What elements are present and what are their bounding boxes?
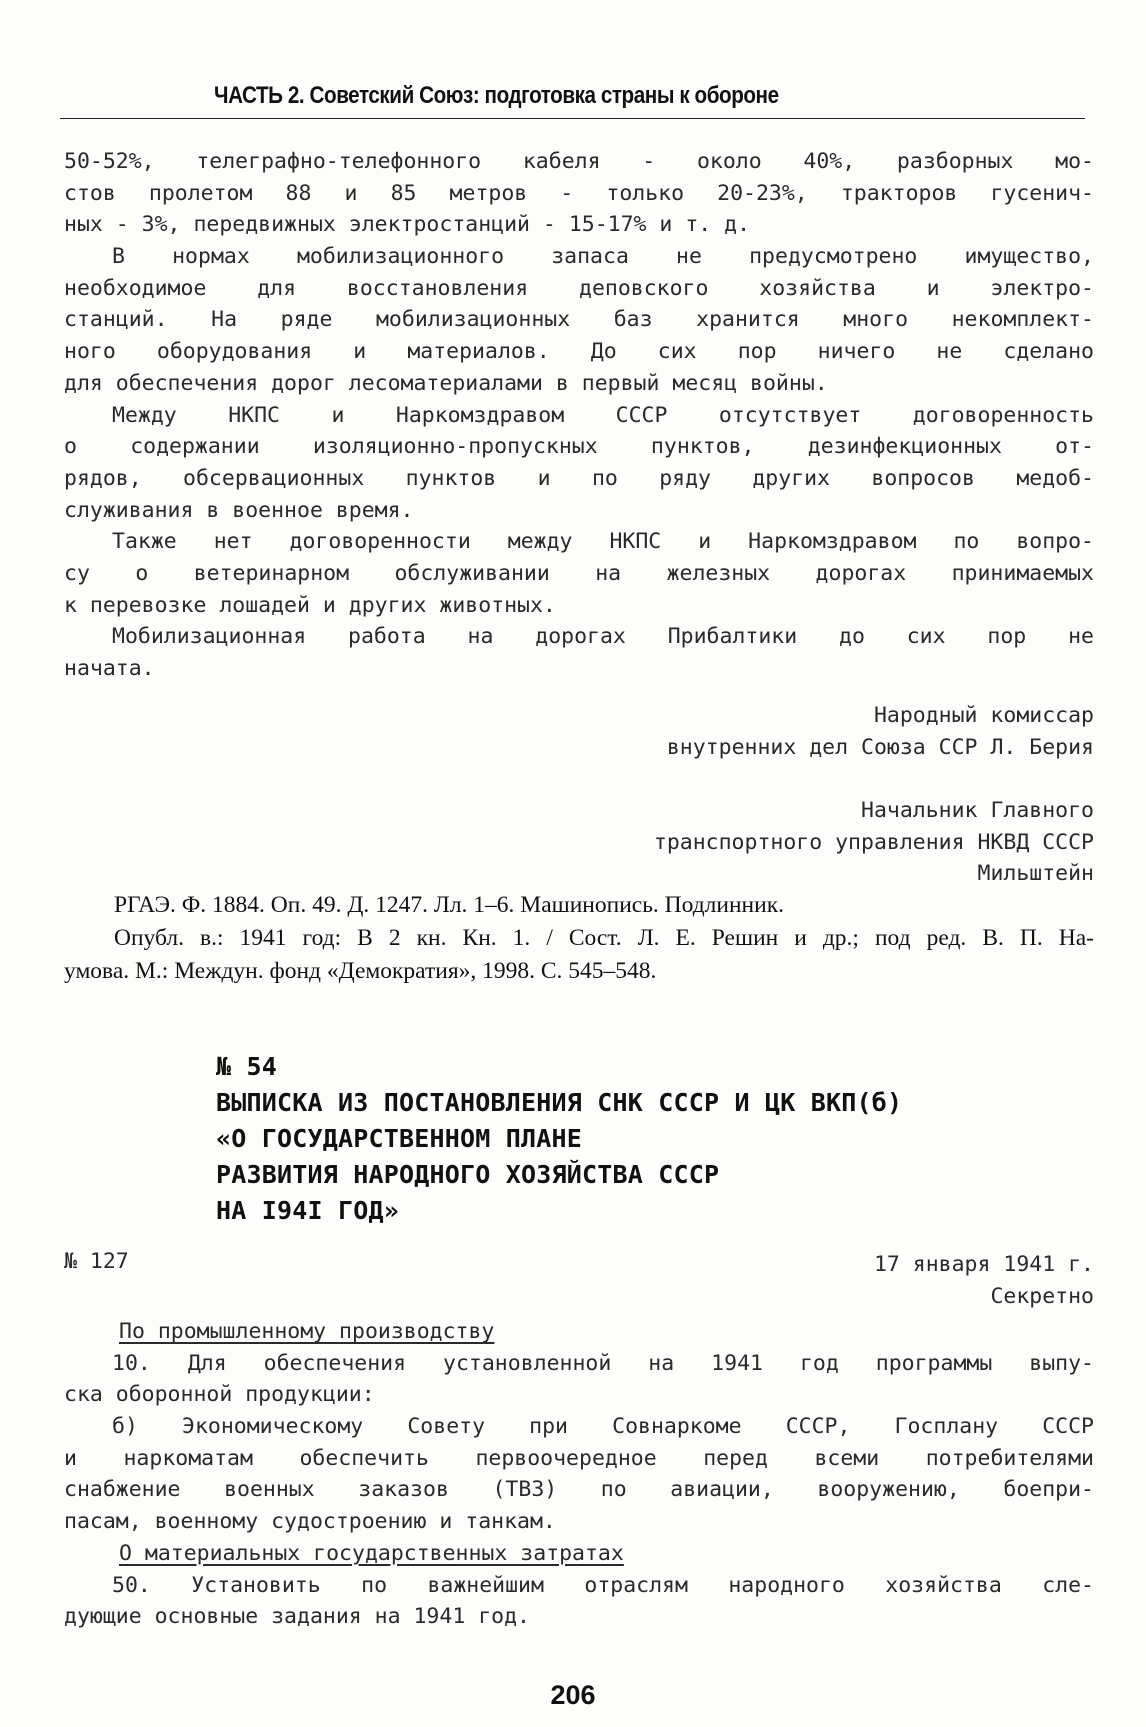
text-line: и наркоматам обеспечить первоочередное перед всеми потребителями [64,1445,1094,1471]
signature-line: Мильштейн [977,861,1094,887]
document-date: 17 января 1941 г. [873,1252,1094,1277]
document-title-line: ВЫПИСКА ИЗ ПОСТАНОВЛЕНИЯ СНК СССР И ЦК ВКП(б) [216,1088,903,1117]
text-line: дующие основные задания на 1941 год. [64,1604,530,1630]
text-line: для обеспечения дорог лесоматериалами в первый месяц войны. [64,370,828,396]
text-line: су о ветеринарном обслуживании на железных дорогах принимаемых [64,560,1094,586]
text-line: Мобилизационная работа на дорогах Прибалтики до сих пор не [112,624,1094,650]
section-heading: По промышленному производству [119,1319,495,1344]
text-line: 10. Для обеспечения установленной на 1941 год программы выпу- [112,1350,1094,1376]
text-line: станций. На ряде мобилизационных баз хранится много некомплект- [64,307,1094,333]
text-line: начата. [64,656,155,681]
text-line: служивания в военное время. [64,497,414,523]
source-line: РГАЭ. Ф. 1884. Оп. 49. Д. 1247. Лл. 1–6. Машинопись. Подлинник. [114,892,785,918]
signature-line: Начальник Главного [861,798,1094,824]
text-line: Также нет договоренности между НКПС и Наркомздравом по вопро- [112,529,1094,555]
text-line: ного оборудования и материалов. До сих пор ничего не сделано [64,339,1094,365]
page-number: 206 [550,1680,596,1710]
document-title-block [216,1049,902,1229]
text-line: снабжение военных заказов (ТВЗ) по авиации, вооружению, боепри- [64,1477,1094,1503]
text-line: 50. Установить по важнейшим отраслям народного хозяйства сле- [112,1572,1094,1598]
text-line: б) Экономическому Совету при Совнаркоме СССР, Госплану СССР [112,1414,1094,1440]
date-block [874,1249,1094,1312]
header-rule [60,118,1085,119]
document-title-line: «О ГОСУДАРСТВЕННОМ ПЛАНЕ [216,1124,583,1153]
text-line: стов пролетом 88 и 85 метров - только 20-23%, тракторов гусенич- [64,180,1094,206]
signature-line: внутренних дел Союза ССР Л. Берия [666,734,1094,760]
text-line: рядов, обсервационных пунктов и по ряду других вопросов медоб- [64,465,1094,491]
document-title-line: РАЗВИТИЯ НАРОДНОГО ХОЗЯЙСТВА СССР [216,1160,720,1189]
source-line: Опубл. в.: 1941 год: В 2 кн. Кн. 1. / Сост. Л. Е. Решин и др.; под ред. В. П. На- [114,925,1094,951]
text-line: ных - 3%, передвижных электростанций - 15-17% и т. д. [64,212,751,238]
text-line: ска оборонной продукции: [64,1382,375,1408]
classification-label: Секретно [990,1283,1094,1309]
signature-line: Народный комиссар [873,703,1094,728]
text-line: 50-52%, телеграфно-телефонного кабеля - около 40%, разборных мо- [64,149,1094,174]
signature-block [64,700,1094,890]
top-text-block [64,146,1094,685]
text-line: к перевозке лошадей и других животных. [64,592,556,618]
body-text-block [64,1316,1094,1633]
text-line: Между НКПС и Наркомздравом СССР отсутствует договоренность [112,402,1094,428]
signature-line: транспортного управления НКВД СССР [653,829,1094,855]
text-line: В нормах мобилизационного запаса не предусмотрено имущество, [112,244,1094,270]
text-line: о содержании изоляционно-пропускных пунктов, дезинфекционных от- [64,434,1094,460]
running-header: ЧАСТЬ 2. Советский Союз: подготовка страны к обороне [214,82,779,109]
document-title-line: НА I94I ГОД» [216,1196,400,1225]
source-block [64,889,1094,988]
document-number: № 54 [216,1052,278,1081]
text-line: пасам, военному судостроению и танкам. [64,1509,556,1535]
registration-number: № 127 [64,1249,129,1274]
section-heading: О материальных государственных затратах [119,1540,624,1566]
text-line: необходимое для восстановления деповского хозяйства и электро- [64,275,1094,301]
source-line: умова. М.: Междун. фонд «Демократия», 1998. С. 545–548. [64,958,657,984]
